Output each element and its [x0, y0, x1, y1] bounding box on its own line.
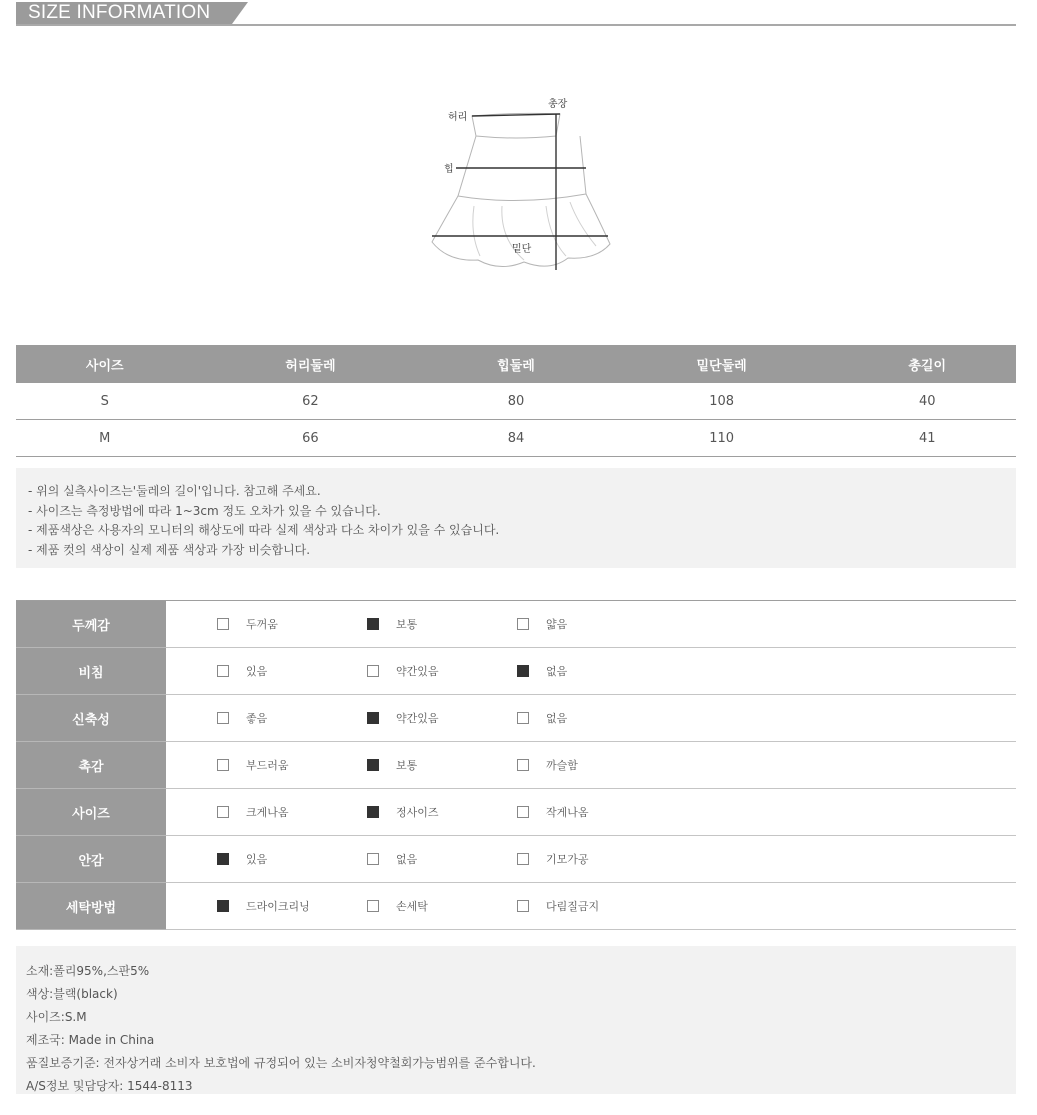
- section-title: SIZE INFORMATION: [16, 2, 232, 24]
- attribute-option: [367, 616, 517, 632]
- attribute-option: [217, 757, 367, 773]
- attribute-option: [217, 663, 367, 679]
- empty-box-icon: [217, 618, 229, 630]
- attribute-option-label: 드라이크리닝: [246, 899, 310, 913]
- attribute-option: [517, 804, 667, 820]
- empty-box-icon: [217, 712, 229, 724]
- attribute-options: [166, 601, 1016, 648]
- waist-label: 허리: [448, 112, 468, 123]
- attribute-label: 신축성: [16, 695, 166, 742]
- attribute-option-label: 좋음: [246, 711, 268, 725]
- attribute-option: [517, 616, 667, 632]
- checked-box-icon: [217, 853, 229, 865]
- length-label: 총장: [548, 99, 568, 110]
- attribute-option-label: 없음: [546, 711, 568, 725]
- section-header: [16, 0, 1016, 26]
- attribute-option-label: 약간있음: [396, 664, 439, 678]
- attribute-row: [16, 789, 1016, 836]
- attribute-option: [217, 851, 367, 867]
- attribute-option: [517, 898, 667, 914]
- attribute-options: [166, 836, 1016, 883]
- attribute-option: [367, 710, 517, 726]
- empty-box-icon: [517, 853, 529, 865]
- attribute-option-label: 손세탁: [396, 899, 428, 913]
- attribute-option: [367, 898, 517, 914]
- attribute-option: [517, 663, 667, 679]
- attribute-option-label: 작게나옴: [546, 805, 589, 819]
- attribute-label: 비침: [16, 648, 166, 695]
- attribute-option-label: 얇음: [546, 617, 568, 631]
- skirt-measurement-diagram: [428, 94, 618, 278]
- attribute-option: [367, 851, 517, 867]
- attribute-option: [367, 663, 517, 679]
- table-cell: S: [16, 383, 194, 420]
- attribute-option-label: 기모가공: [546, 852, 589, 866]
- attribute-option-label: 보통: [396, 617, 418, 631]
- as-info: A/S정보 및담당자: 1544-8113: [26, 1079, 193, 1093]
- attribute-option: [217, 804, 367, 820]
- attribute-option-label: 없음: [546, 664, 568, 678]
- empty-box-icon: [517, 900, 529, 912]
- hip-label: 힙: [444, 164, 454, 175]
- attribute-row: [16, 836, 1016, 883]
- size-table-header-row: [16, 345, 1016, 383]
- note-line: - 사이즈는 측정방법에 따라 1~3cm 정도 오차가 있을 수 있습니다.: [28, 503, 381, 518]
- attribute-options: [166, 789, 1016, 836]
- table-row: [16, 420, 1016, 457]
- attribute-option: [517, 851, 667, 867]
- note-line: - 제품색상은 사용자의 모니터의 해상도에 따라 실제 색상과 다소 차이가 있을 수 있습니다.: [28, 523, 500, 537]
- waist-column-header: 허리둘레: [194, 345, 428, 383]
- skirt-waistband: [472, 113, 560, 138]
- note-line: - 제품 컷의 색상이 실제 제품 색상과 가장 비슷합니다.: [28, 542, 311, 557]
- attribute-option-label: 없음: [396, 852, 418, 866]
- length-column-header: 총길이: [838, 345, 1016, 383]
- waist-measure-line: [472, 114, 560, 116]
- empty-box-icon: [517, 806, 529, 818]
- attribute-option: [217, 616, 367, 632]
- attribute-options: [166, 695, 1016, 742]
- checked-box-icon: [367, 759, 379, 771]
- checked-box-icon: [217, 900, 229, 912]
- checked-box-icon: [367, 618, 379, 630]
- attribute-option-label: 두꺼움: [246, 617, 278, 631]
- empty-box-icon: [367, 853, 379, 865]
- attribute-option: [367, 804, 517, 820]
- empty-box-icon: [217, 665, 229, 677]
- empty-box-icon: [517, 618, 529, 630]
- skirt-ruffle-folds: [473, 202, 596, 260]
- table-cell: 110: [605, 420, 839, 457]
- checked-box-icon: [367, 806, 379, 818]
- attribute-label: 안감: [16, 836, 166, 883]
- attribute-option: [217, 898, 367, 914]
- size-info: 사이즈:S.M: [26, 1010, 87, 1024]
- attribute-option: [217, 710, 367, 726]
- attribute-label: 촉감: [16, 742, 166, 789]
- attribute-row: [16, 695, 1016, 742]
- hip-column-header: 힙둘레: [427, 345, 605, 383]
- attribute-label: 두께감: [16, 601, 166, 648]
- product-info: [16, 946, 1016, 1094]
- empty-box-icon: [217, 759, 229, 771]
- attribute-option-label: 다림질금지: [546, 899, 600, 913]
- attribute-option-label: 있음: [246, 852, 268, 866]
- origin-info: 제조국: Made in China: [26, 1033, 155, 1047]
- table-cell: 62: [194, 383, 428, 420]
- attribute-row: [16, 883, 1016, 930]
- attribute-option-label: 있음: [246, 664, 268, 678]
- checked-box-icon: [367, 712, 379, 724]
- note-line: - 위의 실측사이즈는'둘레의 길이'입니다. 참고해 주세요.: [28, 484, 321, 498]
- attribute-option-label: 보통: [396, 758, 418, 772]
- checked-box-icon: [517, 665, 529, 677]
- table-row: [16, 383, 1016, 420]
- size-column-header: 사이즈: [16, 345, 194, 383]
- attribute-row: [16, 648, 1016, 695]
- empty-box-icon: [217, 806, 229, 818]
- attribute-option: [517, 757, 667, 773]
- table-cell: 66: [194, 420, 428, 457]
- attribute-option-label: 까슬함: [546, 758, 578, 772]
- table-cell: 108: [605, 383, 839, 420]
- color-info: 색상:블랙(black): [26, 987, 118, 1001]
- attribute-row: [16, 601, 1016, 648]
- attribute-option: [517, 710, 667, 726]
- attribute-options: [166, 883, 1016, 930]
- empty-box-icon: [367, 665, 379, 677]
- material-info: 소재:폴리95%,스판5%: [26, 964, 150, 978]
- quality-info: 품질보증기준: 전자상거래 소비자 보호법에 규정되어 있는 소비자청약철회가능범위를 준수합니다.: [26, 1056, 536, 1070]
- table-cell: 41: [838, 420, 1016, 457]
- size-notes: [16, 468, 1016, 568]
- table-cell: 40: [838, 383, 1016, 420]
- table-cell: 84: [427, 420, 605, 457]
- attribute-options: [166, 648, 1016, 695]
- attribute-label: 세탁방법: [16, 883, 166, 930]
- attribute-option-label: 약간있음: [396, 711, 439, 725]
- attribute-options: [166, 742, 1016, 789]
- attribute-option-label: 부드러움: [246, 758, 289, 772]
- empty-box-icon: [517, 712, 529, 724]
- empty-box-icon: [367, 900, 379, 912]
- table-cell: 80: [427, 383, 605, 420]
- empty-box-icon: [517, 759, 529, 771]
- table-cell: M: [16, 420, 194, 457]
- attribute-option-label: 크게나옴: [246, 805, 289, 819]
- size-table: [16, 345, 1016, 457]
- attribute-label: 사이즈: [16, 789, 166, 836]
- section-title-tab-corner: [232, 2, 248, 24]
- fabric-attribute-table: [16, 600, 1016, 930]
- attribute-option: [367, 757, 517, 773]
- hem-label: 밑단: [512, 244, 532, 255]
- attribute-option-label: 정사이즈: [396, 805, 439, 819]
- hem-column-header: 밑단둘레: [605, 345, 839, 383]
- skirt-ruffle: [432, 194, 610, 267]
- attribute-row: [16, 742, 1016, 789]
